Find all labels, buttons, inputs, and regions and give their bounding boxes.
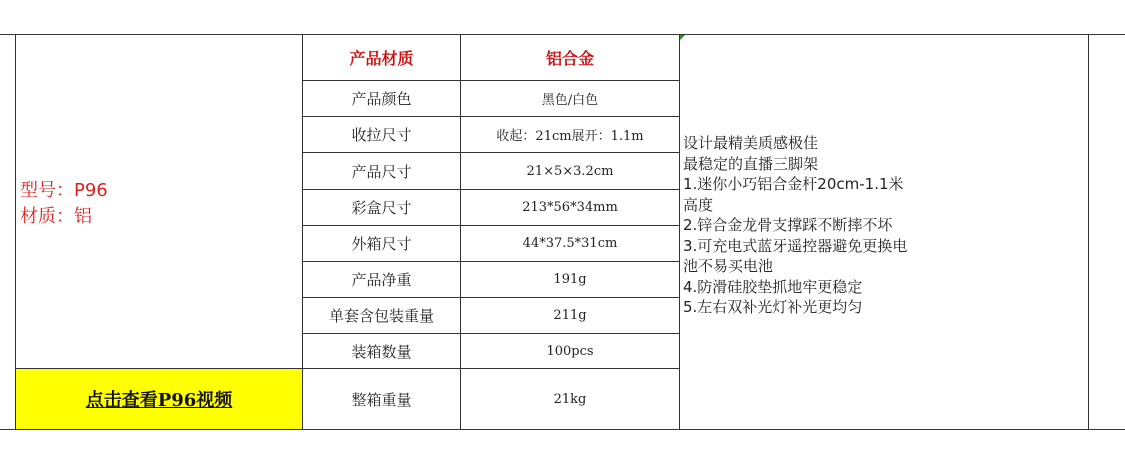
feature-line: 2.锌合金龙骨支撑踩不断摔不坏: [683, 216, 893, 234]
spec-value-cell[interactable]: 213*56*34mm: [522, 200, 618, 215]
video-link[interactable]: 点击查看P96视频: [16, 369, 302, 429]
feature-line: 4.防滑硅胶垫抓地牢更稳定: [683, 277, 863, 296]
feature-line: 设计最精美质感极佳: [683, 134, 819, 152]
material-line: 材质：铝: [20, 206, 92, 227]
model-info[interactable]: [20, 178, 108, 230]
spec-label-cell[interactable]: 整箱重量: [351, 390, 412, 409]
feature-line: 5.左右双补光灯补光更均匀: [683, 298, 863, 316]
spec-label-cell[interactable]: 单套含包装重量: [328, 307, 434, 325]
feature-line: 3.可充电式蓝牙遥控器避免更换电: [683, 236, 908, 255]
grid-line: [1088, 34, 1089, 430]
header-label-cell[interactable]: 产品材质: [349, 49, 414, 68]
spec-label-cell[interactable]: 收拉尺寸: [351, 126, 412, 144]
spec-label-cell[interactable]: 产品尺寸: [351, 162, 412, 181]
spec-label-cell[interactable]: 产品颜色: [351, 90, 412, 108]
spec-value-cell[interactable]: 黑色/白色: [541, 93, 599, 108]
feature-line: 最稳定的直播三脚架: [683, 154, 819, 173]
header-value-cell[interactable]: 铝合金: [545, 49, 594, 68]
spec-label-cell[interactable]: 装箱数量: [351, 342, 412, 361]
spec-value-cell[interactable]: 211g: [553, 308, 587, 323]
comment-marker-icon: [680, 35, 685, 40]
model-line: 型号：P96: [20, 180, 108, 201]
feature-line: 高度: [683, 195, 714, 214]
feature-line: 1.迷你小巧铝合金杆20cm-1.1米: [683, 175, 904, 193]
feature-line: 池不易买电池: [683, 257, 774, 275]
grid-line: [0, 429, 1125, 430]
spec-value-cell[interactable]: 44*37.5*31cm: [522, 236, 618, 251]
spec-value-cell[interactable]: 191g: [553, 272, 587, 287]
features-cell[interactable]: [683, 133, 1083, 318]
spec-value-cell[interactable]: 21kg: [553, 391, 587, 407]
spec-value-cell[interactable]: 收起：21cm展开：1.1m: [496, 129, 644, 144]
spec-label-cell[interactable]: 产品净重: [351, 271, 412, 289]
spec-label-cell[interactable]: 外箱尺寸: [351, 235, 412, 253]
grid-line: [679, 34, 680, 430]
spec-label-cell[interactable]: 彩盒尺寸: [351, 199, 412, 217]
spec-value-cell[interactable]: 21×5×3.2cm: [526, 163, 614, 179]
spec-value-cell[interactable]: 100pcs: [546, 343, 594, 359]
